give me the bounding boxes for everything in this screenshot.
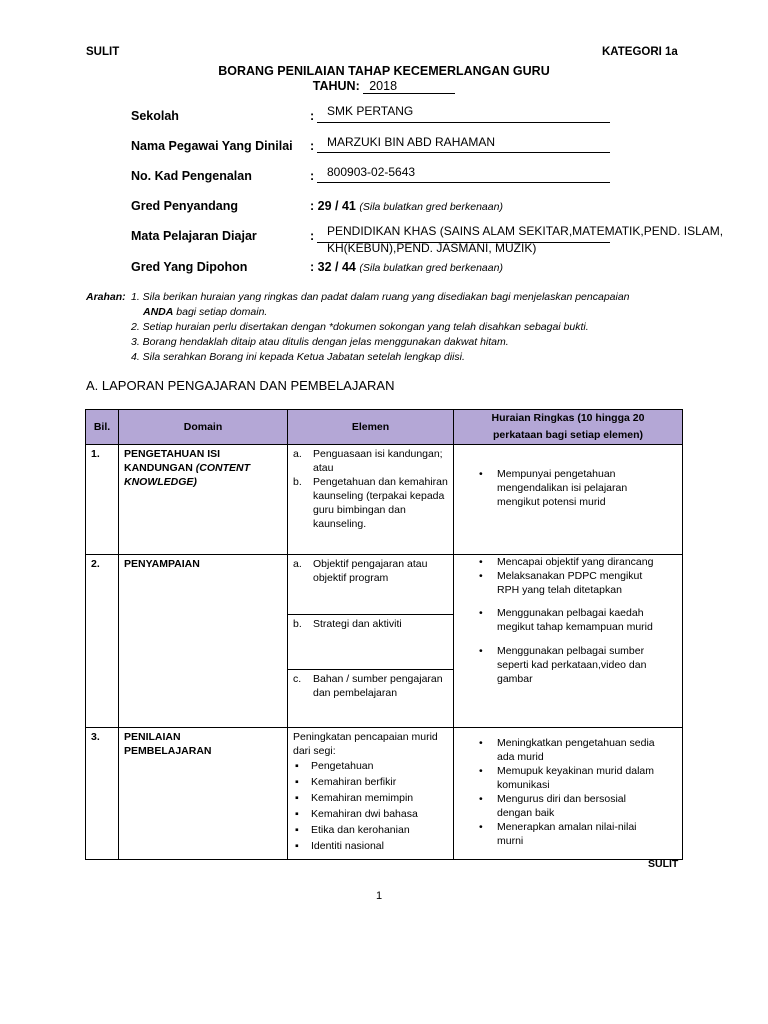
row2-bil: 2. bbox=[91, 558, 100, 570]
table-row bbox=[86, 555, 683, 615]
arahan-item-2: 2. Setiap huraian perlu disertakan dengan *dokumen sokongan yang telah disahkan sebagai bukti. bbox=[131, 321, 589, 333]
tahun-value: 2018 bbox=[363, 79, 455, 94]
tahun-label: TAHUN: bbox=[312, 79, 360, 93]
list-item: • Menggunakan pelbagai kaedah megikut tahap kemampuan murid bbox=[497, 606, 662, 634]
laporan-table bbox=[85, 409, 683, 860]
arahan-item-1-rest: bagi setiap domain. bbox=[173, 306, 268, 318]
gred-penyandang-field bbox=[310, 199, 503, 213]
row2-elemen-b: b. Strategi dan aktiviti bbox=[293, 618, 402, 630]
gred-penyandang-label: Gred Penyandang bbox=[131, 199, 238, 213]
gred-penyandang-value[interactable]: : 29 / 41 bbox=[310, 199, 356, 213]
nama-label: Nama Pegawai Yang Dinilai bbox=[131, 139, 293, 153]
list-item: ▪ Identiti nasional bbox=[311, 838, 448, 854]
list-item: • Memupuk keyakinan murid dalam komunikasi bbox=[497, 764, 662, 792]
nama-value[interactable]: MARZUKI BIN ABD RAHAMAN bbox=[327, 135, 496, 149]
row3-bil: 3. bbox=[91, 731, 100, 743]
sekolah-label: Sekolah bbox=[131, 109, 179, 123]
header-bil: Bil. bbox=[86, 410, 119, 445]
list-item: • Menerapkan amalan nilai-nilai murni bbox=[497, 820, 662, 848]
arahan-item-3: 3. Borang hendaklah ditaip atau ditulis dengan jelas menggunakan dakwat hitam. bbox=[131, 336, 509, 348]
table-row bbox=[86, 728, 683, 860]
kad-colon: : bbox=[310, 169, 315, 183]
row3-domain: PENILAIAN PEMBELAJARAN bbox=[124, 731, 212, 757]
list-item: ▪ Pengetahuan bbox=[311, 758, 448, 774]
nama-colon: : bbox=[310, 139, 315, 153]
arahan-item-1-bold: ANDA bbox=[143, 306, 174, 318]
row2-huraian-c bbox=[479, 644, 662, 686]
row2-huraian-a bbox=[479, 555, 662, 597]
kad-line bbox=[317, 182, 610, 183]
header-domain: Domain bbox=[119, 410, 288, 445]
arahan-item-4: 4. Sila serahkan Borang ini kepada Ketua Jabatan setelah lengkap diisi. bbox=[131, 351, 465, 363]
sekolah-value[interactable]: SMK PERTANG bbox=[327, 104, 414, 118]
arahan-item-1: 1. Sila berikan huraian yang ringkas dan padat dalam ruang yang disediakan bagi menjelaskan pencapaian bbox=[131, 291, 630, 303]
mata-pelajaran-value-1[interactable]: PENDIDIKAN KHAS (SAINS ALAM SEKITAR,MATEMATIK,PEND. ISLAM, bbox=[327, 224, 724, 238]
sekolah-line bbox=[317, 122, 610, 123]
arahan-block bbox=[86, 290, 630, 365]
list-item: • Menggunakan pelbagai sumber seperti kad perkataan,video dan gambar bbox=[497, 644, 662, 686]
header-kategori: KATEGORI 1a bbox=[602, 46, 678, 58]
table-row bbox=[86, 445, 683, 555]
list-item: ▪ Etika dan kerohanian bbox=[311, 822, 448, 838]
list-item: ▪ Kemahiran memimpin bbox=[311, 790, 448, 806]
header-sulit: SULIT bbox=[86, 46, 120, 58]
arahan-label: Arahan: bbox=[86, 291, 126, 303]
header-elemen: Elemen bbox=[288, 410, 454, 445]
gred-penyandang-note: (Sila bulatkan gred berkenaan) bbox=[359, 201, 503, 213]
row2-elemen-a: a. Objektif pengajaran atau objektif program bbox=[293, 558, 428, 584]
row1-domain: PENGETAHUAN ISI KANDUNGAN (CONTENT KNOWLEDGE) bbox=[124, 448, 251, 488]
mata-pelajaran-label: Mata Pelajaran Diajar bbox=[131, 229, 257, 243]
footer-sulit: SULIT bbox=[648, 858, 679, 870]
list-item: • Mencapai objektif yang dirancang bbox=[497, 555, 662, 569]
list-item: • Meningkatkan pengetahuan sedia ada murid bbox=[497, 736, 662, 764]
nama-line bbox=[317, 152, 610, 153]
gred-dipohon-value[interactable]: : 32 / 44 bbox=[310, 260, 356, 274]
row2-domain: PENYAMPAIAN bbox=[124, 558, 200, 570]
gred-dipohon-note: (Sila bulatkan gred berkenaan) bbox=[359, 262, 503, 274]
page-number: 1 bbox=[376, 890, 383, 902]
list-item: • Mengurus diri dan bersosial dengan baik bbox=[497, 792, 662, 820]
kad-label: No. Kad Pengenalan bbox=[131, 169, 252, 183]
kad-value[interactable]: 800903-02-5643 bbox=[327, 165, 416, 179]
row3-huraian bbox=[479, 736, 662, 848]
sekolah-colon: : bbox=[310, 109, 315, 123]
row1-elemen: a. Penguasaan isi kandungan; atau b. Pengetahuan dan kemahiran kaunseling (terpakai kepada guru bimbingan dan kaunseling. bbox=[293, 448, 448, 530]
row2-huraian-b bbox=[479, 606, 662, 634]
row3-elemen: Peningkatan pencapaian murid dari segi: ▪ Pengetahuan ▪ Kemahiran berfikir ▪ Kemahiran memimpin ▪ Kemahiran dwi bahasa ▪ Etika dan kerohanian ▪ Identiti nasional bbox=[288, 728, 453, 856]
row1-bil: 1. bbox=[91, 448, 100, 460]
section-title: A. LAPORAN PENGAJARAN DAN PEMBELAJARAN bbox=[86, 378, 395, 393]
mata-pelajaran-colon: : bbox=[310, 229, 315, 243]
gred-dipohon-field bbox=[310, 260, 503, 274]
header-huraian: Huraian Ringkas (10 hingga 20 perkataan bagi setiap elemen) bbox=[454, 410, 683, 445]
row1-huraian bbox=[479, 467, 662, 509]
form-year bbox=[0, 79, 768, 94]
gred-dipohon-label: Gred Yang Dipohon bbox=[131, 260, 248, 274]
list-item: • Melaksanakan PDPC mengikut RPH yang telah ditetapkan bbox=[497, 569, 662, 597]
form-title: BORANG PENILAIAN TAHAP KECEMERLANGAN GURU bbox=[218, 64, 550, 78]
list-item: ▪ Kemahiran dwi bahasa bbox=[311, 806, 448, 822]
list-item: ▪ Kemahiran berfikir bbox=[311, 774, 448, 790]
mata-pelajaran-value-2[interactable]: KH(KEBUN),PEND. JASMANI, MUZIK) bbox=[327, 241, 537, 255]
row2-elemen-c: c. Bahan / sumber pengajaran dan pembelajaran bbox=[293, 673, 443, 699]
list-item: • Mempunyai pengetahuan mengendalikan isi pelajaran mengikut potensi murid bbox=[497, 467, 662, 509]
table-header-row bbox=[86, 410, 683, 445]
